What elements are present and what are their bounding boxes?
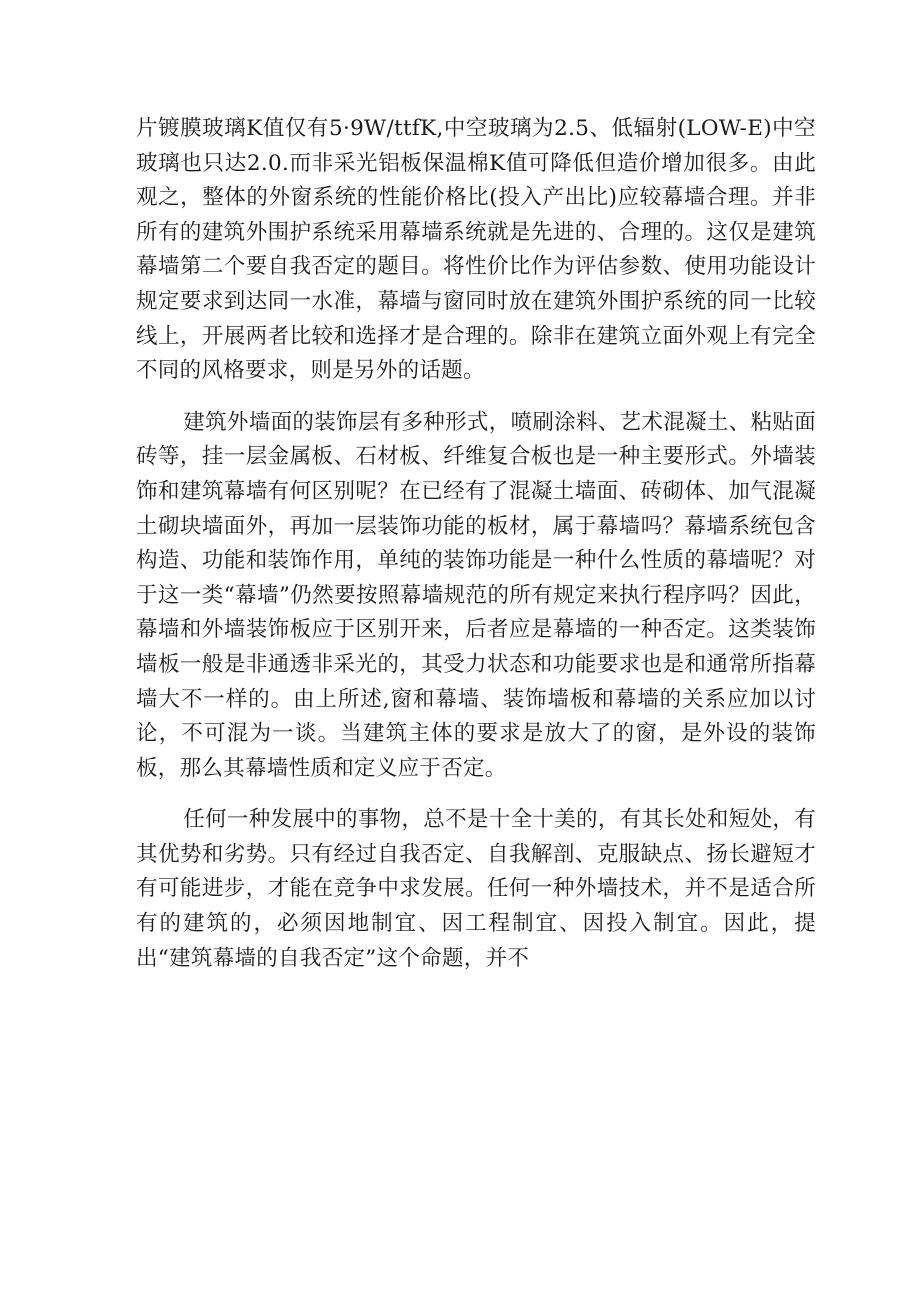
paragraph-exterior-decoration: 建筑外墙面的装饰层有多种形式，喷刷涂料、艺术混凝土、粘贴面砖等，挂一层金属板、石材板、纤维复合板也是一种主要形式。外墙装饰和建筑幕墙有何区别呢？在已经有了混凝土墙面、砖砌体、加气混凝土砌块墙面外，再加一层装饰功能的板材，属于幕墙吗？幕墙系统包含构造、功能和装饰作用，单纯的装饰功能是一种什么性质的幕墙呢？对于这一类“幕墙”仍然要按照幕墙规范的所有规定来执行程序吗？因此，幕墙和外墙装饰板应于区别开来，后者应是幕墙的一种否定。这类装饰墙板一般是非通透非采光的，其受力状态和功能要求也是和通常所指幕墙大不一样的。由上所述,窗和幕墙、装饰墙板和幕墙的关系应加以讨论，不可混为一谈。当建筑主体的要求是放大了的窗，是外设的装饰板，那么其幕墙性质和定义应于否定。 [136, 409, 816, 781]
paragraph-self-negation: 任何一种发展中的事物，总不是十全十美的，有其长处和短处，有其优势和劣势。只有经过自我否定、自我解剖、克服缺点、扬长避短才有可能进步，才能在竞争中求发展。任何一种外墙技术，并不是适合所有的建筑的，必须因地制宜、因工程制宜、因投入制宜。因此，提出“建筑幕墙的自我否定”这个命题，并不 [136, 807, 816, 971]
paragraph-window-vs-curtain-wall: 片镀膜玻璃K值仅有5·9W/ttfK,中空玻璃为2.5、低辐射(LOW-E)中空玻璃也只达2.0.而非采光铝板保温棉K值可降低但造价增加很多。由此观之，整体的外窗系统的性能价格比(投入产出比)应较幕墙合理。并非所有的建筑外围护系统采用幕墙系统就是先进的、合理的。这仅是建筑幕墙第二个要自我否定的题目。将性价比作为评估参数、使用功能设计规定要求到达同一水准，幕墙与窗同时放在建筑外围护系统的同一比较线上，开展两者比较和选择才是合理的。除非在建筑立面外观上有完全不同的风格要求，则是另外的话题。 [136, 116, 816, 384]
document-body [136, 112, 816, 976]
